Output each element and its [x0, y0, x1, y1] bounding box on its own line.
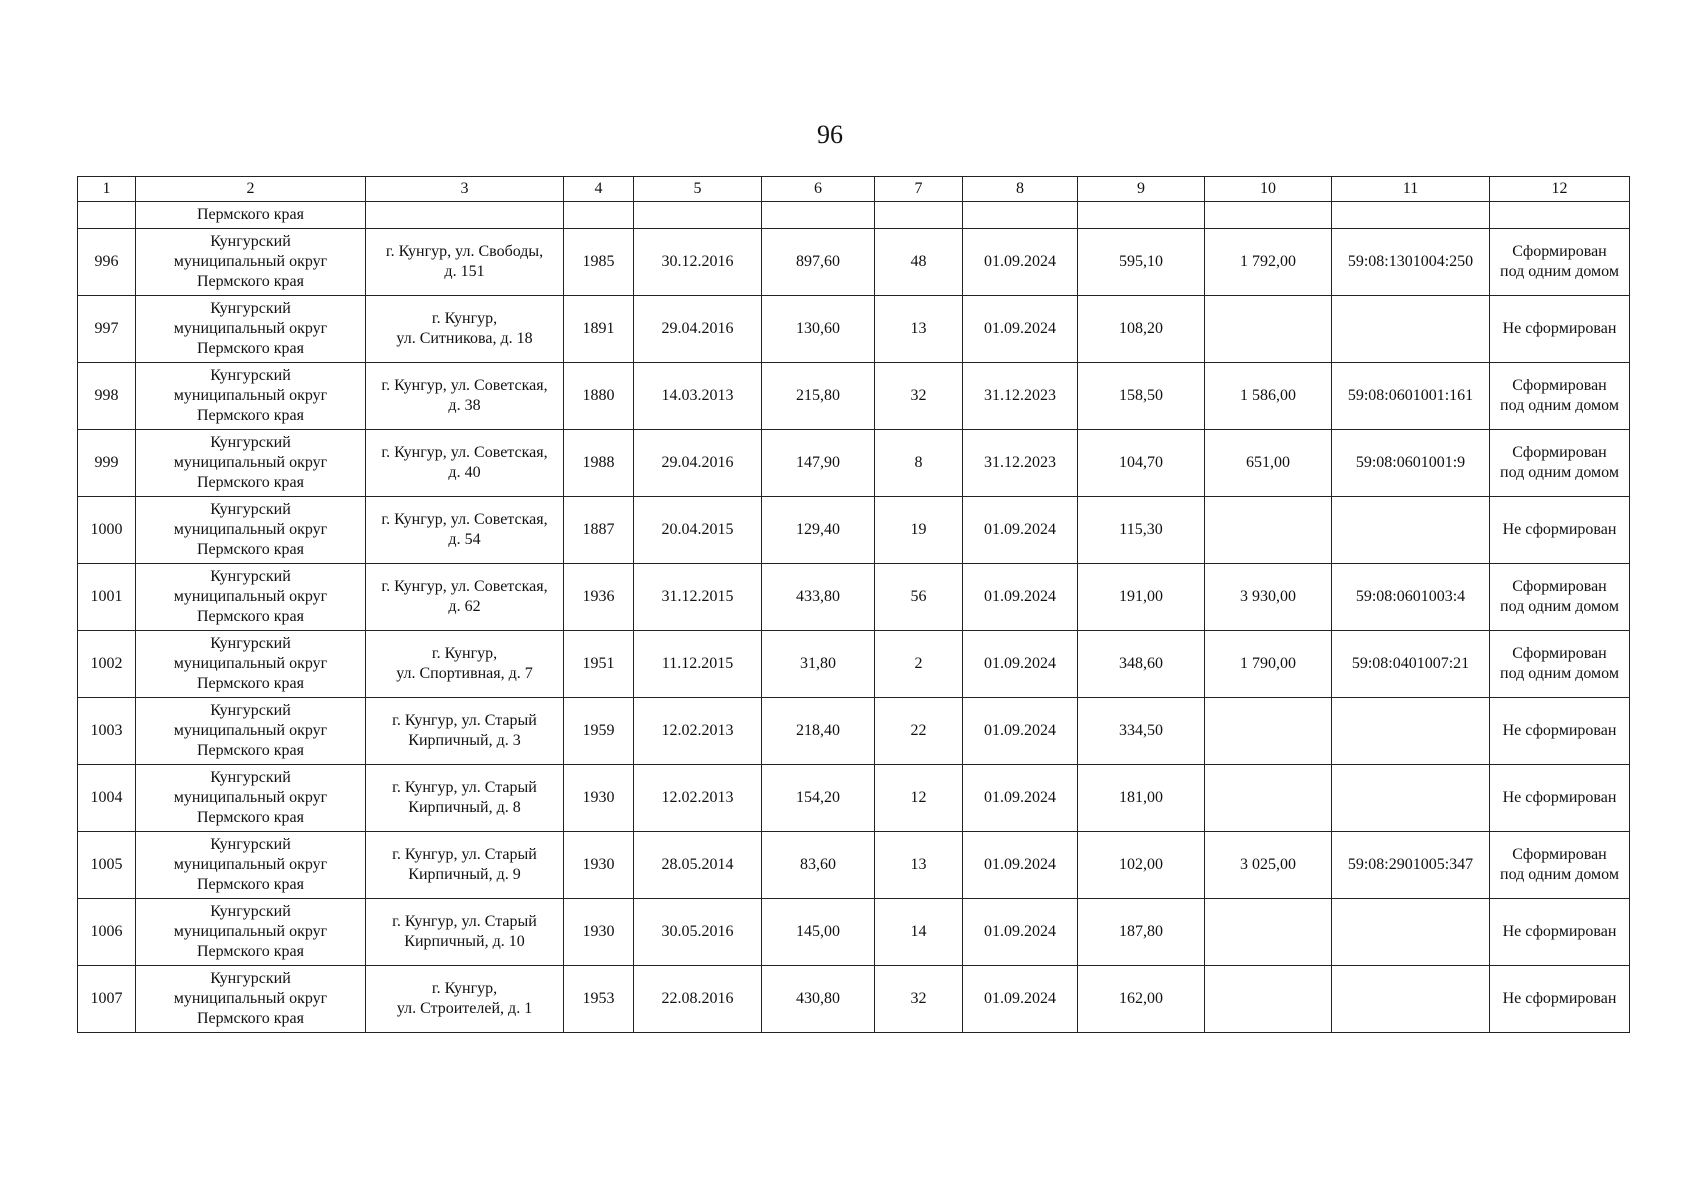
land-status-line: Не сформирован — [1502, 320, 1617, 337]
column-number-cell: 8 — [963, 177, 1078, 202]
municipality-line: Пермского края — [197, 340, 304, 357]
page-number: 96 — [817, 120, 843, 149]
living-area-cell: 108,20 — [1078, 296, 1205, 363]
column-number-cell: 9 — [1078, 177, 1205, 202]
address-line: д. 54 — [448, 531, 481, 548]
municipality-line: муниципальный округ — [173, 387, 328, 404]
cadastral-number-cell — [1332, 296, 1490, 363]
row-number-cell: 1002 — [78, 631, 136, 698]
year-cell: 1936 — [564, 564, 634, 631]
area-cell: 154,20 — [762, 765, 875, 832]
municipality-line: Кунгурский — [210, 300, 291, 317]
area-cell: 430,80 — [762, 966, 875, 1033]
residents-cell: 8 — [875, 430, 963, 497]
land-area-cell — [1205, 899, 1332, 966]
address-line: д. 62 — [448, 598, 481, 615]
municipality-line: Пермского края — [197, 675, 304, 692]
address-line: г. Кунгур, ул. Советская, — [381, 377, 548, 394]
land-status-cell — [1490, 564, 1630, 631]
municipality-cell — [136, 899, 366, 966]
municipality-cell — [136, 497, 366, 564]
municipality-cell — [136, 564, 366, 631]
table-row — [78, 899, 1630, 966]
row-number-cell: 999 — [78, 430, 136, 497]
date-cell: 14.03.2013 — [634, 363, 762, 430]
address-line: г. Кунгур, ул. Старый — [392, 846, 537, 863]
address-cell — [366, 765, 564, 832]
land-status-cell — [1490, 430, 1630, 497]
column-number-cell: 5 — [634, 177, 762, 202]
continuation-cell — [963, 202, 1078, 229]
land-area-cell — [1205, 765, 1332, 832]
address-line: д. 38 — [448, 397, 481, 414]
address-line: ул. Спортивная, д. 7 — [396, 665, 533, 682]
date-cell: 22.08.2016 — [634, 966, 762, 1033]
municipality-line: Кунгурский — [210, 970, 291, 987]
column-number-cell: 3 — [366, 177, 564, 202]
row-number-cell: 1000 — [78, 497, 136, 564]
land-status-cell — [1490, 296, 1630, 363]
row-number-cell: 1003 — [78, 698, 136, 765]
year-cell: 1953 — [564, 966, 634, 1033]
address-line: г. Кунгур, ул. Старый — [392, 913, 537, 930]
municipality-line: муниципальный округ — [173, 320, 328, 337]
municipality-line: муниципальный округ — [173, 454, 328, 471]
address-cell — [366, 296, 564, 363]
municipality-line: Кунгурский — [210, 434, 291, 451]
cadastral-number-cell: 59:08:0601001:9 — [1332, 430, 1490, 497]
year-cell: 1951 — [564, 631, 634, 698]
address-line: г. Кунгур, — [431, 645, 498, 662]
row-number-cell: 1005 — [78, 832, 136, 899]
table-row — [78, 296, 1630, 363]
living-area-cell: 158,50 — [1078, 363, 1205, 430]
address-cell — [366, 698, 564, 765]
area-cell: 83,60 — [762, 832, 875, 899]
land-area-cell — [1205, 698, 1332, 765]
living-area-cell: 162,00 — [1078, 966, 1205, 1033]
municipality-cell — [136, 966, 366, 1033]
living-area-cell: 181,00 — [1078, 765, 1205, 832]
land-status-cell — [1490, 497, 1630, 564]
deadline-cell: 01.09.2024 — [963, 564, 1078, 631]
municipality-line: Пермского края — [197, 273, 304, 290]
municipality-line: муниципальный округ — [173, 588, 328, 605]
land-area-cell: 1 586,00 — [1205, 363, 1332, 430]
continuation-cell — [1332, 202, 1490, 229]
municipality-line: Пермского края — [197, 876, 304, 893]
date-cell: 30.05.2016 — [634, 899, 762, 966]
row-number-cell: 1001 — [78, 564, 136, 631]
continuation-cell — [366, 202, 564, 229]
land-status-line: Не сформирован — [1502, 722, 1617, 739]
municipality-line: Пермского края — [197, 943, 304, 960]
address-line: г. Кунгур, ул. Свободы, — [385, 243, 544, 260]
living-area-cell: 115,30 — [1078, 497, 1205, 564]
cadastral-number-cell — [1332, 497, 1490, 564]
municipality-line: Кунгурский — [210, 501, 291, 518]
continuation-row — [78, 202, 1630, 229]
year-cell: 1959 — [564, 698, 634, 765]
residents-cell: 32 — [875, 966, 963, 1033]
year-cell: 1985 — [564, 229, 634, 296]
row-number-cell: 1004 — [78, 765, 136, 832]
land-status-line: Сформирован — [1512, 578, 1607, 595]
municipality-line: Кунгурский — [210, 568, 291, 585]
table-row — [78, 966, 1630, 1033]
address-line: г. Кунгур, ул. Старый — [392, 779, 537, 796]
municipality-cell — [136, 631, 366, 698]
land-status-line: Не сформирован — [1502, 521, 1617, 538]
address-line: г. Кунгур, ул. Советская, — [381, 578, 548, 595]
municipality-line: Пермского края — [197, 742, 304, 759]
table-row — [78, 363, 1630, 430]
address-cell — [366, 899, 564, 966]
deadline-cell: 01.09.2024 — [963, 229, 1078, 296]
municipality-line: муниципальный округ — [173, 655, 328, 672]
land-area-cell: 1 790,00 — [1205, 631, 1332, 698]
residents-cell: 48 — [875, 229, 963, 296]
land-status-line: Сформирован — [1512, 444, 1607, 461]
address-cell — [366, 497, 564, 564]
living-area-cell: 102,00 — [1078, 832, 1205, 899]
row-number-cell: 996 — [78, 229, 136, 296]
address-line: г. Кунгур, ул. Старый — [392, 712, 537, 729]
municipality-line: Пермского края — [197, 809, 304, 826]
land-area-cell: 1 792,00 — [1205, 229, 1332, 296]
land-status-cell — [1490, 832, 1630, 899]
address-cell — [366, 832, 564, 899]
land-area-cell: 3 025,00 — [1205, 832, 1332, 899]
municipality-cell — [136, 765, 366, 832]
column-number-cell: 1 — [78, 177, 136, 202]
date-cell: 28.05.2014 — [634, 832, 762, 899]
address-cell — [366, 966, 564, 1033]
living-area-cell: 187,80 — [1078, 899, 1205, 966]
municipality-line: Кунгурский — [210, 769, 291, 786]
area-cell: 147,90 — [762, 430, 875, 497]
table-row — [78, 698, 1630, 765]
row-number-cell: 997 — [78, 296, 136, 363]
deadline-cell: 01.09.2024 — [963, 698, 1078, 765]
residents-cell: 56 — [875, 564, 963, 631]
municipality-line: Пермского края — [197, 541, 304, 558]
residents-cell: 12 — [875, 765, 963, 832]
residents-cell: 19 — [875, 497, 963, 564]
cadastral-number-cell: 59:08:2901005:347 — [1332, 832, 1490, 899]
date-cell: 29.04.2016 — [634, 430, 762, 497]
column-number-cell: 11 — [1332, 177, 1490, 202]
deadline-cell: 31.12.2023 — [963, 430, 1078, 497]
residents-cell: 2 — [875, 631, 963, 698]
address-line: ул. Ситникова, д. 18 — [396, 330, 533, 347]
row-number-cell: 998 — [78, 363, 136, 430]
municipality-line: Кунгурский — [210, 702, 291, 719]
date-cell: 11.12.2015 — [634, 631, 762, 698]
land-status-cell — [1490, 765, 1630, 832]
deadline-cell: 01.09.2024 — [963, 765, 1078, 832]
cadastral-number-cell: 59:08:0601001:161 — [1332, 363, 1490, 430]
municipality-line: Пермского края — [197, 474, 304, 491]
continuation-cell — [762, 202, 875, 229]
municipality-line: Кунгурский — [210, 233, 291, 250]
cadastral-number-cell — [1332, 698, 1490, 765]
municipality-line: Пермского края — [197, 407, 304, 424]
municipality-cell — [136, 698, 366, 765]
table-row — [78, 631, 1630, 698]
land-status-line: под одним домом — [1500, 866, 1619, 883]
cadastral-number-cell — [1332, 765, 1490, 832]
table-row — [78, 229, 1630, 296]
address-line: ул. Строителей, д. 1 — [396, 1000, 533, 1017]
address-cell — [366, 229, 564, 296]
deadline-cell: 01.09.2024 — [963, 832, 1078, 899]
housing-registry-table — [77, 176, 1630, 1033]
land-status-line: под одним домом — [1500, 464, 1619, 481]
deadline-cell: 01.09.2024 — [963, 497, 1078, 564]
municipality-cell — [136, 296, 366, 363]
municipality-line: муниципальный округ — [173, 990, 328, 1007]
municipality-line: муниципальный округ — [173, 923, 328, 940]
residents-cell: 13 — [875, 296, 963, 363]
area-cell: 215,80 — [762, 363, 875, 430]
date-cell: 29.04.2016 — [634, 296, 762, 363]
column-number-cell: 2 — [136, 177, 366, 202]
land-status-line: Сформирован — [1512, 377, 1607, 394]
continuation-cell — [1490, 202, 1630, 229]
municipality-line: Пермского края — [197, 608, 304, 625]
municipality-line: Кунгурский — [210, 836, 291, 853]
address-line: г. Кунгур, ул. Советская, — [381, 444, 548, 461]
municipality-line: муниципальный округ — [173, 856, 328, 873]
address-line: Кирпичный, д. 3 — [408, 732, 521, 749]
address-line: г. Кунгур, — [431, 980, 498, 997]
cadastral-number-cell: 59:08:1301004:250 — [1332, 229, 1490, 296]
year-cell: 1887 — [564, 497, 634, 564]
deadline-cell: 01.09.2024 — [963, 631, 1078, 698]
municipality-cell — [136, 832, 366, 899]
land-status-cell — [1490, 966, 1630, 1033]
deadline-cell: 31.12.2023 — [963, 363, 1078, 430]
land-status-line: Сформирован — [1512, 243, 1607, 260]
municipality-line: Кунгурский — [210, 635, 291, 652]
land-status-cell — [1490, 363, 1630, 430]
municipality-line: Кунгурский — [210, 903, 291, 920]
table-row — [78, 497, 1630, 564]
municipality-cell — [136, 229, 366, 296]
table-row — [78, 765, 1630, 832]
living-area-cell: 191,00 — [1078, 564, 1205, 631]
land-status-line: Не сформирован — [1502, 990, 1617, 1007]
municipality-line: Кунгурский — [210, 367, 291, 384]
land-status-line: под одним домом — [1500, 397, 1619, 414]
municipality-line: муниципальный округ — [173, 253, 328, 270]
year-cell: 1930 — [564, 765, 634, 832]
area-cell: 218,40 — [762, 698, 875, 765]
residents-cell: 13 — [875, 832, 963, 899]
land-area-cell — [1205, 497, 1332, 564]
continuation-cell — [1078, 202, 1205, 229]
cadastral-number-cell — [1332, 899, 1490, 966]
continuation-cell — [875, 202, 963, 229]
year-cell: 1930 — [564, 899, 634, 966]
land-status-cell — [1490, 229, 1630, 296]
area-cell: 31,80 — [762, 631, 875, 698]
land-area-cell — [1205, 966, 1332, 1033]
date-cell: 20.04.2015 — [634, 497, 762, 564]
living-area-cell: 595,10 — [1078, 229, 1205, 296]
area-cell: 145,00 — [762, 899, 875, 966]
cadastral-number-cell: 59:08:0601003:4 — [1332, 564, 1490, 631]
continuation-municipality-cell: Пермского края — [136, 202, 366, 229]
continuation-cell — [1205, 202, 1332, 229]
column-number-cell: 10 — [1205, 177, 1332, 202]
date-cell: 12.02.2013 — [634, 765, 762, 832]
land-status-line: Не сформирован — [1502, 789, 1617, 806]
municipality-line: муниципальный округ — [173, 521, 328, 538]
area-cell: 897,60 — [762, 229, 875, 296]
row-number-cell: 1007 — [78, 966, 136, 1033]
cadastral-number-cell: 59:08:0401007:21 — [1332, 631, 1490, 698]
year-cell: 1891 — [564, 296, 634, 363]
row-number-cell: 1006 — [78, 899, 136, 966]
land-status-cell — [1490, 631, 1630, 698]
living-area-cell: 334,50 — [1078, 698, 1205, 765]
address-line: д. 40 — [448, 464, 481, 481]
date-cell: 31.12.2015 — [634, 564, 762, 631]
address-line: г. Кунгур, ул. Советская, — [381, 511, 548, 528]
land-status-line: под одним домом — [1500, 598, 1619, 615]
land-status-line: Сформирован — [1512, 645, 1607, 662]
land-status-line: Сформирован — [1512, 846, 1607, 863]
deadline-cell: 01.09.2024 — [963, 296, 1078, 363]
continuation-cell — [634, 202, 762, 229]
continuation-cell — [564, 202, 634, 229]
column-number-cell: 12 — [1490, 177, 1630, 202]
residents-cell: 22 — [875, 698, 963, 765]
land-status-line: под одним домом — [1500, 263, 1619, 280]
land-area-cell — [1205, 296, 1332, 363]
column-number-cell: 6 — [762, 177, 875, 202]
date-cell: 30.12.2016 — [634, 229, 762, 296]
municipality-line: муниципальный округ — [173, 789, 328, 806]
deadline-cell: 01.09.2024 — [963, 966, 1078, 1033]
year-cell: 1988 — [564, 430, 634, 497]
column-number-row — [78, 177, 1630, 202]
year-cell: 1880 — [564, 363, 634, 430]
land-area-cell: 651,00 — [1205, 430, 1332, 497]
address-line: Кирпичный, д. 9 — [408, 866, 521, 883]
column-number-cell: 4 — [564, 177, 634, 202]
municipality-cell — [136, 430, 366, 497]
area-cell: 129,40 — [762, 497, 875, 564]
continuation-cell — [78, 202, 136, 229]
table-row — [78, 832, 1630, 899]
municipality-cell — [136, 363, 366, 430]
table-row — [78, 564, 1630, 631]
land-status-line: под одним домом — [1500, 665, 1619, 682]
address-cell — [366, 363, 564, 430]
year-cell: 1930 — [564, 832, 634, 899]
land-area-cell: 3 930,00 — [1205, 564, 1332, 631]
land-status-cell — [1490, 698, 1630, 765]
address-line: Кирпичный, д. 8 — [408, 799, 521, 816]
land-status-line: Не сформирован — [1502, 923, 1617, 940]
address-line: Кирпичный, д. 10 — [404, 933, 525, 950]
column-number-cell: 7 — [875, 177, 963, 202]
address-line: г. Кунгур, — [431, 310, 498, 327]
deadline-cell: 01.09.2024 — [963, 899, 1078, 966]
address-cell — [366, 631, 564, 698]
residents-cell: 32 — [875, 363, 963, 430]
address-line: д. 151 — [444, 263, 485, 280]
municipality-line: Пермского края — [197, 1010, 304, 1027]
area-cell: 433,80 — [762, 564, 875, 631]
living-area-cell: 104,70 — [1078, 430, 1205, 497]
address-cell — [366, 564, 564, 631]
living-area-cell: 348,60 — [1078, 631, 1205, 698]
area-cell: 130,60 — [762, 296, 875, 363]
date-cell: 12.02.2013 — [634, 698, 762, 765]
address-cell — [366, 430, 564, 497]
land-status-cell — [1490, 899, 1630, 966]
table-row — [78, 430, 1630, 497]
cadastral-number-cell — [1332, 966, 1490, 1033]
municipality-line: муниципальный округ — [173, 722, 328, 739]
residents-cell: 14 — [875, 899, 963, 966]
